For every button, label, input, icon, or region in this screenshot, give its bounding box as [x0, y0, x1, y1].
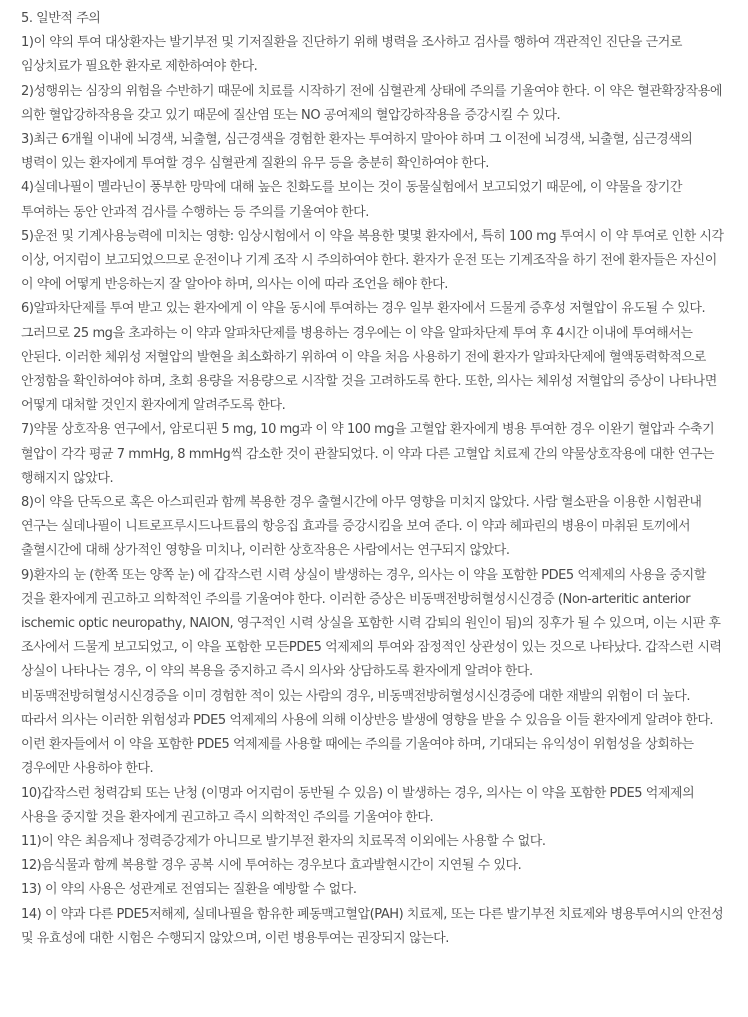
paragraph-9: 9)환자의 눈 (한쪽 또는 양쪽 눈) 에 갑작스런 시력 상실이 발생하는 경우, 의사는 이 약을 포함한 PDE5 억제제의 사용을 중지할 것을 환자에게 권고하고 의학적인 주의를 기울여야 한다. 이러한 증상은 비동맥전방허혈성시신경증 (Non-arteritic anterior ischemic optic neuropathy, NAION, 영구적인 시력 상실을 포함한 시력 감퇴의 원인이 됨)의 징후가 될 수 있으며, 이는 시판 후 조사에서 드물게 보고되었고, 이 약을 포함한 모든PDE5 억제제의 투여와 잠정적인 상관성이 있는 것으로 나타났다. 갑작스런 시력 상실이 나타나는 경우, 이 약의 복용을 중지하고 즉시 의사와 상담하도록 환자에게 알려야 한다. [21, 567, 722, 680]
paragraph-6: 6)알파차단제를 투여 받고 있는 환자에게 이 약을 동시에 투여하는 경우 일부 환자에서 드물게 증후성 저혈압이 유도될 수 있다. 그러므로 25 mg을 초과하는 이 약과 알파차단제를 병용하는 경우에는 이 약을 알파차단제 투여 후 4시간 이내에 투여해서는 안된다. 이러한 체위성 저혈압의 발현을 최소화하기 위하여 이 약을 처음 사용하기 전에 환자가 알파차단제에 혈액동력학적으로 안정함을 확인하여야 하며, 초회 용량을 저용량으로 시작할 것을 고려하도록 한다. 또한, 의사는 체위성 저혈압의 증상이 나타나면 어떻게 대처할 것인지 환자에게 알려주도록 한다. [21, 301, 717, 414]
paragraph-12: 12)음식물과 함께 복용할 경우 공복 시에 투여하는 경우보다 효과발현시간이 지연될 수 있다. [21, 858, 522, 874]
paragraph-9-continued: 비동맥전방허혈성시신경증을 이미 경험한 적이 있는 사람의 경우, 비동맥전방허혈성시신경증에 대한 재발의 위험이 더 높다. 따라서 의사는 이러한 위험성과 PDE5 억제제의 사용에 의해 이상반응 발생에 영향을 받을 수 있음을 이들 환자에게 알려야 한다. 이런 환자들에서 이 약을 포함한 PDE5 억제제를 사용할 때에는 주의를 기울여야 하며, 기대되는 유익성이 위험성을 상회하는 경우에만 사용하야 한다. [21, 688, 714, 777]
paragraph-8: 8)이 약을 단독으로 혹은 아스피린과 함께 복용한 경우 출혈시간에 아무 영향을 미치지 않았다. 사람 혈소판을 이용한 시험관내 연구는 실데나필이 니트로프루시드나트륨의 항응집 효과를 증강시킴을 보여 준다. 이 약과 헤파린의 병용이 마취된 토끼에서 출혈시간에 대해 상가적인 영향을 미치나, 이러한 상호작용은 사람에서는 연구되지 않았다. [21, 495, 702, 559]
paragraph-14: 14) 이 약과 다른 PDE5저해제, 실데나필을 함유한 폐동맥고혈압(PAH) 치료제, 또는 다른 발기부전 치료제와 병용투여시의 안전성 및 유효성에 대한 시험은 수행되지 않았으며, 이런 병용투여는 권장되지 않는다. [21, 906, 724, 946]
paragraph-5: 5)운전 및 기계사용능력에 미치는 영향: 임상시험에서 이 약을 복용한 몇몇 환자에서, 특히 100 mg 투여시 이 약 투여로 인한 시각 이상, 어지럼이 보고되었으므로 운전이나 기계 조작 시 주의하여야 한다. 환자가 운전 또는 기계조작을 하기 전에 환자들은 자신이 이 약에 어떻게 반응하는지 잘 알아야 하며, 의사는 이에 따라 조언을 해야 한다. [21, 228, 724, 293]
section-heading: 5. 일반적 주의 [21, 11, 101, 26]
paragraph-10: 10)갑작스런 청력감퇴 또는 난청 (이명과 어지럼이 동반될 수 있음) 이 발생하는 경우, 의사는 이 약을 포함한 PDE5 억제제의 사용을 중지할 것을 환자에게 권고하고 즉시 의학적인 주의를 기울여야 한다. [21, 785, 695, 825]
paragraph-1: 1)이 약의 투여 대상환자는 발기부전 및 기저질환을 진단하기 위해 병력을 조사하고 검사를 행하여 객관적인 진단을 근거로 임상치료가 필요한 환자로 제한하여야 한다. [21, 35, 682, 75]
paragraph-3: 3)최근 6개월 이내에 뇌경색, 뇌출혈, 심근경색을 경험한 환자는 투여하지 말아야 하며 그 이전에 뇌경색, 뇌출혈, 심근경색의 병력이 있는 환자에게 투여할 경우 심혈관계 질환의 유무 등을 충분히 확인하여야 한다. [21, 132, 693, 172]
paragraph-11: 11)이 약은 최음제나 정력증강제가 아니므로 발기부전 환자의 치료목적 이외에는 사용할 수 없다. [21, 833, 546, 849]
paragraph-2: 2)성행위는 심장의 위험을 수반하기 때문에 치료를 시작하기 전에 심혈관계 상태에 주의를 기울여야 한다. 이 약은 혈관확장작용에 의한 혈압강하작용을 갖고 있기 때문에 질산염 또는 NO 공여제의 혈압강하작용을 증강시킬 수 있다. [21, 83, 722, 123]
paragraph-13: 13) 이 약의 사용은 성관계로 전염되는 질환을 예방할 수 없다. [21, 882, 357, 898]
paragraph-7: 7)약물 상호작용 연구에서, 암로디핀 5 mg, 10 mg과 이 약 100 mg을 고혈압 환자에게 병용 투여한 경우 이완기 혈압과 수축기 혈압이 각각 평균 7 mmHg, 8 mmHg씩 감소한 것이 관찰되었다. 이 약과 다른 고혈압 치료제 간의 약물상호작용에 대한 연구는 행해지지 않았다. [21, 422, 715, 486]
paragraph-4: 4)실데나필이 멜라닌이 풍부한 망막에 대해 높은 친화도를 보이는 것이 동물실험에서 보고되었기 때문에, 이 약물을 장기간 투여하는 동안 안과적 검사를 수행하는 등 주의를 기울여야 한다. [21, 180, 682, 220]
